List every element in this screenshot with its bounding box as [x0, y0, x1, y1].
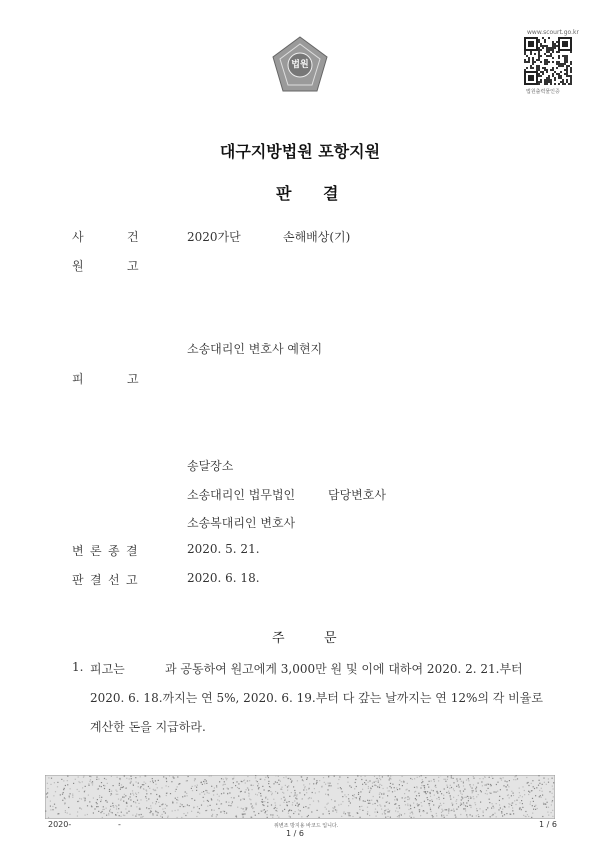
footer-center-note: 위변조 방지용 바코드 입니다.	[274, 823, 339, 829]
footer-case-ref: 2020-	[48, 820, 72, 829]
footer-right-page: 1 / 6	[539, 820, 557, 829]
judgment-label-2: 결	[90, 573, 102, 587]
qr-code-icon	[524, 37, 572, 85]
defendant-label-2: 고	[127, 372, 139, 386]
court-name: 대구지방법원 포항지원	[219, 142, 381, 161]
judgment-label-1: 판	[72, 573, 84, 587]
emblem-label: 법원	[291, 60, 309, 70]
order-line-1a: 피고는	[90, 662, 125, 676]
closing-label-2: 론	[90, 544, 102, 558]
qr-url: www.scourt.go.kr	[527, 29, 579, 36]
qr-caption: 법원출력물인증	[526, 89, 560, 95]
plaintiff-label-1: 원	[72, 259, 84, 273]
case-type: 손해배상(기)	[283, 230, 351, 244]
defendant-agent: 소송대리인 법무법인	[187, 488, 296, 502]
order-title-left: 주	[272, 631, 285, 646]
order-title-right: 문	[324, 631, 337, 646]
defendant-attorney: 담당변호사	[328, 488, 386, 502]
closing-date: 2020. 5. 21.	[187, 542, 260, 556]
case-label-2: 건	[127, 230, 139, 244]
doc-title-left: 판	[276, 184, 292, 203]
closing-label-3: 종	[108, 544, 120, 558]
closing-label-1: 변	[72, 544, 84, 558]
order-line-1b: 과 공동하여 원고에게 3,000만 원 및 이에 대하여 2020. 2. 21.부터	[165, 662, 523, 676]
footer-center-page: 1 / 6	[286, 829, 304, 838]
defendant-label-1: 피	[72, 372, 84, 386]
order-line-2: 2020. 6. 18.까지는 연 5%, 2020. 6. 19.부터 다 갚는 날까지는 연 12%의 각 비율로	[90, 691, 543, 705]
judgment-label-4: 고	[126, 573, 138, 587]
plaintiff-label-2: 고	[127, 259, 139, 273]
plaintiff-agent: 소송대리인 변호사 예현지	[187, 342, 323, 356]
judgment-date: 2020. 6. 18.	[187, 571, 260, 585]
judgment-label-3: 선	[108, 573, 120, 587]
footer-case-ref-dash: -	[118, 820, 121, 829]
case-number: 2020가단	[187, 230, 241, 244]
defendant-service: 송달장소	[187, 459, 234, 473]
doc-title-right: 결	[323, 184, 339, 203]
order-line-3: 계산한 돈을 지급하라.	[90, 720, 206, 734]
case-label-1: 사	[72, 230, 84, 244]
court-emblem-icon	[270, 35, 330, 95]
anti-forgery-barcode-band	[45, 775, 555, 819]
closing-label-4: 결	[126, 544, 138, 558]
order-item-number: 1.	[72, 660, 84, 674]
defendant-sub-agent: 소송복대리인 변호사	[187, 516, 296, 530]
